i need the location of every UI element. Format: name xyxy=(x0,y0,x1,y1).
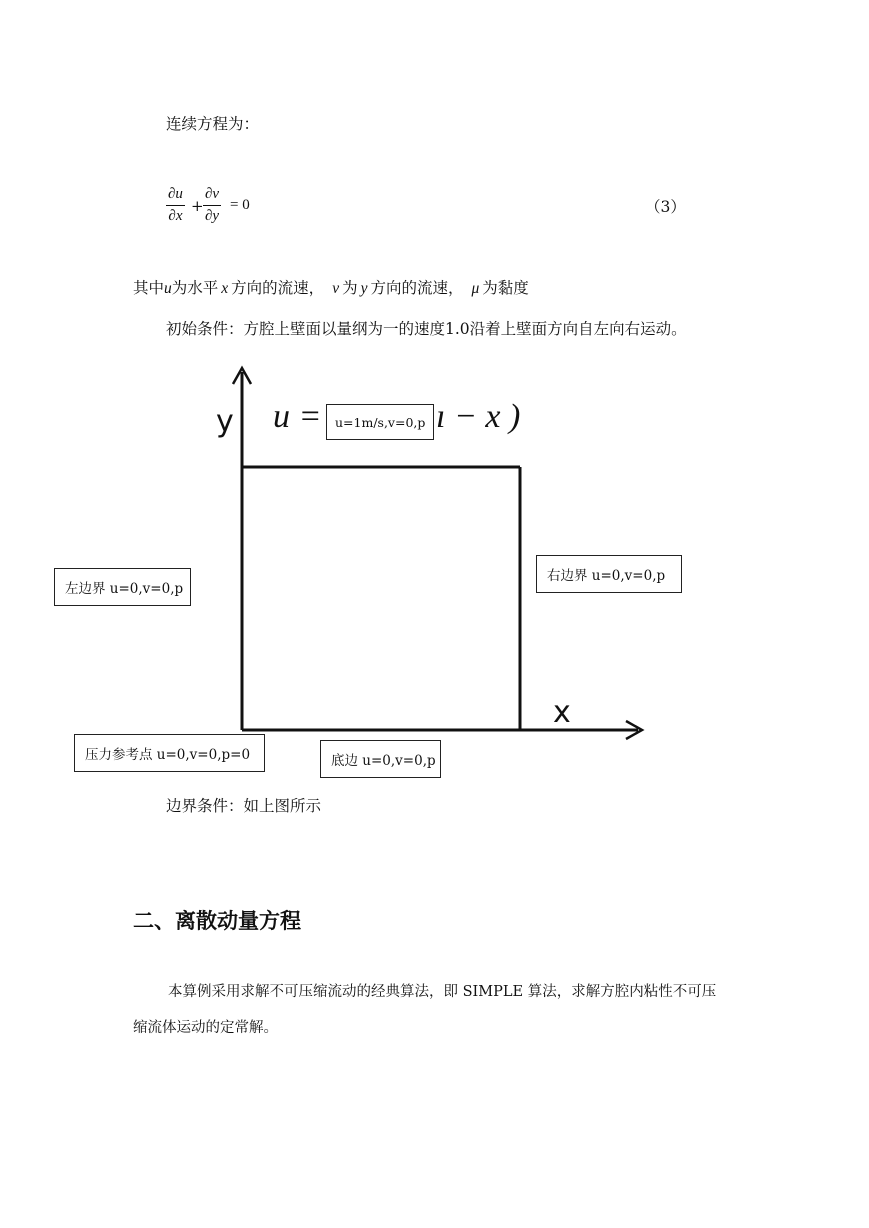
continuity-intro: 连续方程为： xyxy=(166,115,260,133)
y-axis-label: y xyxy=(216,404,234,439)
initial-condition: 初始条件：方腔上壁面以量纲为一的速度1.0沿着上壁面方向自左向右运动。 xyxy=(166,320,687,338)
top-boundary-label: u=1m/s,v=0,p xyxy=(326,404,434,440)
symbol-mu: μ xyxy=(471,280,480,297)
bottom-boundary-label: 底边 u=0,v=0,p xyxy=(320,740,441,778)
variables-text-5: 方向的流速， xyxy=(370,279,464,297)
plus-sign: + xyxy=(191,197,204,215)
variables-text-2: 为水平 xyxy=(171,279,219,297)
lid-equation-fragment-left: u = xyxy=(273,398,322,435)
equation-number: （3） xyxy=(645,198,686,216)
equation-rhs: = 0 xyxy=(230,197,250,213)
symbol-y: y xyxy=(360,280,368,297)
variables-text-6: 为黏度 xyxy=(482,279,529,297)
symbol-x: x xyxy=(221,280,229,297)
variables-text-4: 为 xyxy=(342,279,358,297)
variables-text-3: 方向的流速， xyxy=(231,279,325,297)
fraction-denominator: ∂x xyxy=(168,208,183,224)
fraction-numerator: ∂u xyxy=(166,186,185,206)
body-text-line-2: 缩流体运动的定常解。 xyxy=(133,1020,278,1036)
x-axis-label: x xyxy=(553,695,571,730)
left-boundary-label: 左边界 u=0,v=0,p xyxy=(54,568,191,606)
variables-text-1: 其中 xyxy=(133,279,165,297)
body-text-line-1: 本算例采用求解不可压缩流动的经典算法，即 SIMPLE 算法，求解方腔内粘性不可压 xyxy=(168,984,717,1000)
pressure-reference-label: 压力参考点 u=0,v=0,p=0 xyxy=(74,734,265,772)
symbol-v: v xyxy=(332,280,340,297)
boundary-condition: 边界条件：如上图所示 xyxy=(166,797,322,815)
fraction-denominator: ∂y xyxy=(205,208,220,224)
right-boundary-label: 右边界 u=0,v=0,p xyxy=(536,555,682,593)
section-heading: 二、离散动量方程 xyxy=(133,909,301,933)
symbol-u: u xyxy=(164,280,172,297)
fraction-numerator: ∂v xyxy=(203,186,221,206)
lid-equation-fragment-right: ı − x ) xyxy=(436,398,521,435)
